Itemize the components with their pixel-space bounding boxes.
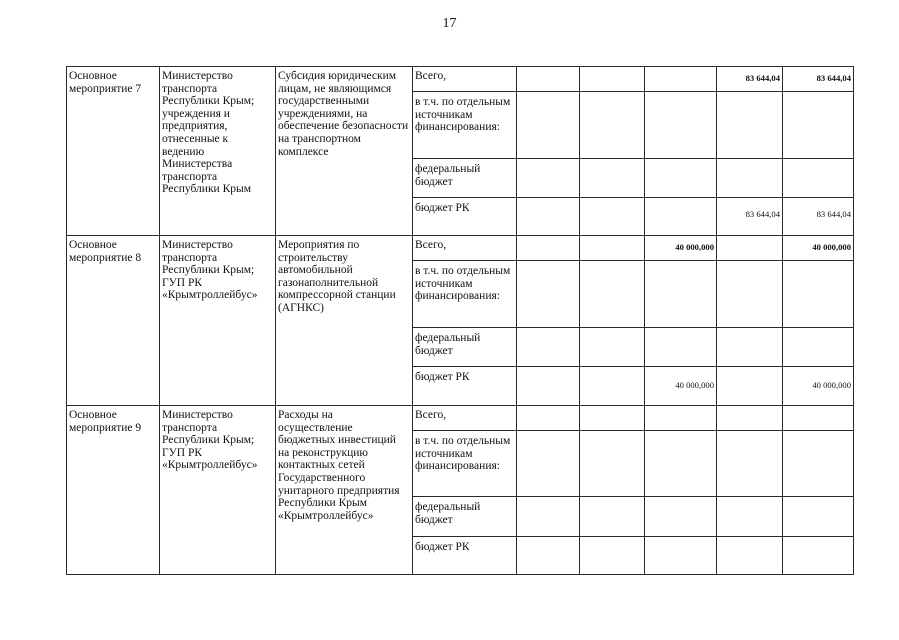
- value-cell: [517, 198, 580, 236]
- activity-name-cell: Основное мероприятие 8: [67, 236, 160, 406]
- value-cell: [783, 328, 854, 367]
- value-cell: [580, 67, 645, 92]
- value-cell: [517, 406, 580, 431]
- value-cell: [517, 537, 580, 575]
- value-cell: [580, 406, 645, 431]
- value-cell: [517, 159, 580, 198]
- value-cell: [580, 236, 645, 261]
- table-row: [67, 406, 854, 431]
- value-cell: [783, 406, 854, 431]
- value-cell: [645, 198, 717, 236]
- value-cell: [580, 367, 645, 406]
- source-regional-label: бюджет РК: [413, 367, 517, 406]
- table-row: [67, 236, 854, 261]
- source-including-label: в т.ч. по отдельным источникам финансирования:: [413, 92, 517, 159]
- executor-cell: Министерство транспорта Республики Крым; учреждения и предприятия, отнесенные к ведению Министерства транспорта Республики Крым: [160, 67, 276, 236]
- value-cell: 83 644,04: [783, 67, 854, 92]
- value-cell: [580, 261, 645, 328]
- value-cell: [717, 159, 783, 198]
- value-cell: [645, 431, 717, 497]
- value-cell: [645, 92, 717, 159]
- source-total-label: Всего,: [413, 406, 517, 431]
- value-cell: 40 000,000: [645, 367, 717, 406]
- value-cell: [517, 431, 580, 497]
- value-cell: [517, 92, 580, 159]
- value-cell: 40 000,000: [783, 367, 854, 406]
- value-cell: [517, 497, 580, 537]
- value-cell: [645, 67, 717, 92]
- value-cell: [517, 236, 580, 261]
- value-cell: [717, 537, 783, 575]
- value-cell: [645, 328, 717, 367]
- activity-name-cell: Основное мероприятие 9: [67, 406, 160, 575]
- value-cell: [645, 497, 717, 537]
- description-cell: Расходы на осуществление бюджетных инвестиций на реконструкцию контактных сетей Государственного унитарного предприятия Республики Крым «Крымтроллейбус»: [276, 406, 413, 575]
- value-cell: [645, 537, 717, 575]
- table-row: [67, 67, 854, 92]
- source-including-label: в т.ч. по отдельным источникам финансирования:: [413, 261, 517, 328]
- value-cell: 40 000,000: [783, 236, 854, 261]
- value-cell: 83 644,04: [783, 198, 854, 236]
- value-cell: [717, 261, 783, 328]
- value-cell: [783, 261, 854, 328]
- value-cell: [580, 92, 645, 159]
- value-cell: [645, 406, 717, 431]
- value-cell: [783, 497, 854, 537]
- value-cell: 83 644,04: [717, 67, 783, 92]
- value-cell: [645, 159, 717, 198]
- source-total-label: Всего,: [413, 236, 517, 261]
- value-cell: [517, 67, 580, 92]
- source-federal-label: федеральный бюджет: [413, 497, 517, 537]
- program-activities-table: [66, 66, 854, 575]
- value-cell: 40 000,000: [645, 236, 717, 261]
- executor-cell: Министерство транспорта Республики Крым; ГУП РК «Крымтроллейбус»: [160, 236, 276, 406]
- value-cell: [517, 261, 580, 328]
- source-regional-label: бюджет РК: [413, 537, 517, 575]
- description-cell: Субсидия юридическим лицам, не являющимся государственными учреждениями, на обеспечение безопасности на транспортном комплексе: [276, 67, 413, 236]
- value-cell: [717, 406, 783, 431]
- value-cell: [717, 367, 783, 406]
- value-cell: [580, 328, 645, 367]
- value-cell: [580, 431, 645, 497]
- value-cell: [783, 159, 854, 198]
- description-cell: Мероприятия по строительству автомобильной газонаполнительной компрессорной станции (АГНКС): [276, 236, 413, 406]
- value-cell: [645, 261, 717, 328]
- value-cell: [717, 328, 783, 367]
- value-cell: [783, 92, 854, 159]
- value-cell: 83 644,04: [717, 198, 783, 236]
- executor-cell: Министерство транспорта Республики Крым; ГУП РК «Крымтроллейбус»: [160, 406, 276, 575]
- activity-name-cell: Основное мероприятие 7: [67, 67, 160, 236]
- value-cell: [783, 537, 854, 575]
- value-cell: [783, 431, 854, 497]
- page-number: 17: [442, 16, 457, 31]
- value-cell: [580, 537, 645, 575]
- source-total-label: Всего,: [413, 67, 517, 92]
- value-cell: [517, 367, 580, 406]
- value-cell: [717, 431, 783, 497]
- source-regional-label: бюджет РК: [413, 198, 517, 236]
- source-including-label: в т.ч. по отдельным источникам финансирования:: [413, 431, 517, 497]
- value-cell: [580, 159, 645, 198]
- value-cell: [580, 497, 645, 537]
- source-federal-label: федеральный бюджет: [413, 159, 517, 198]
- value-cell: [517, 328, 580, 367]
- value-cell: [717, 236, 783, 261]
- value-cell: [580, 198, 645, 236]
- value-cell: [717, 92, 783, 159]
- source-federal-label: федеральный бюджет: [413, 328, 517, 367]
- value-cell: [717, 497, 783, 537]
